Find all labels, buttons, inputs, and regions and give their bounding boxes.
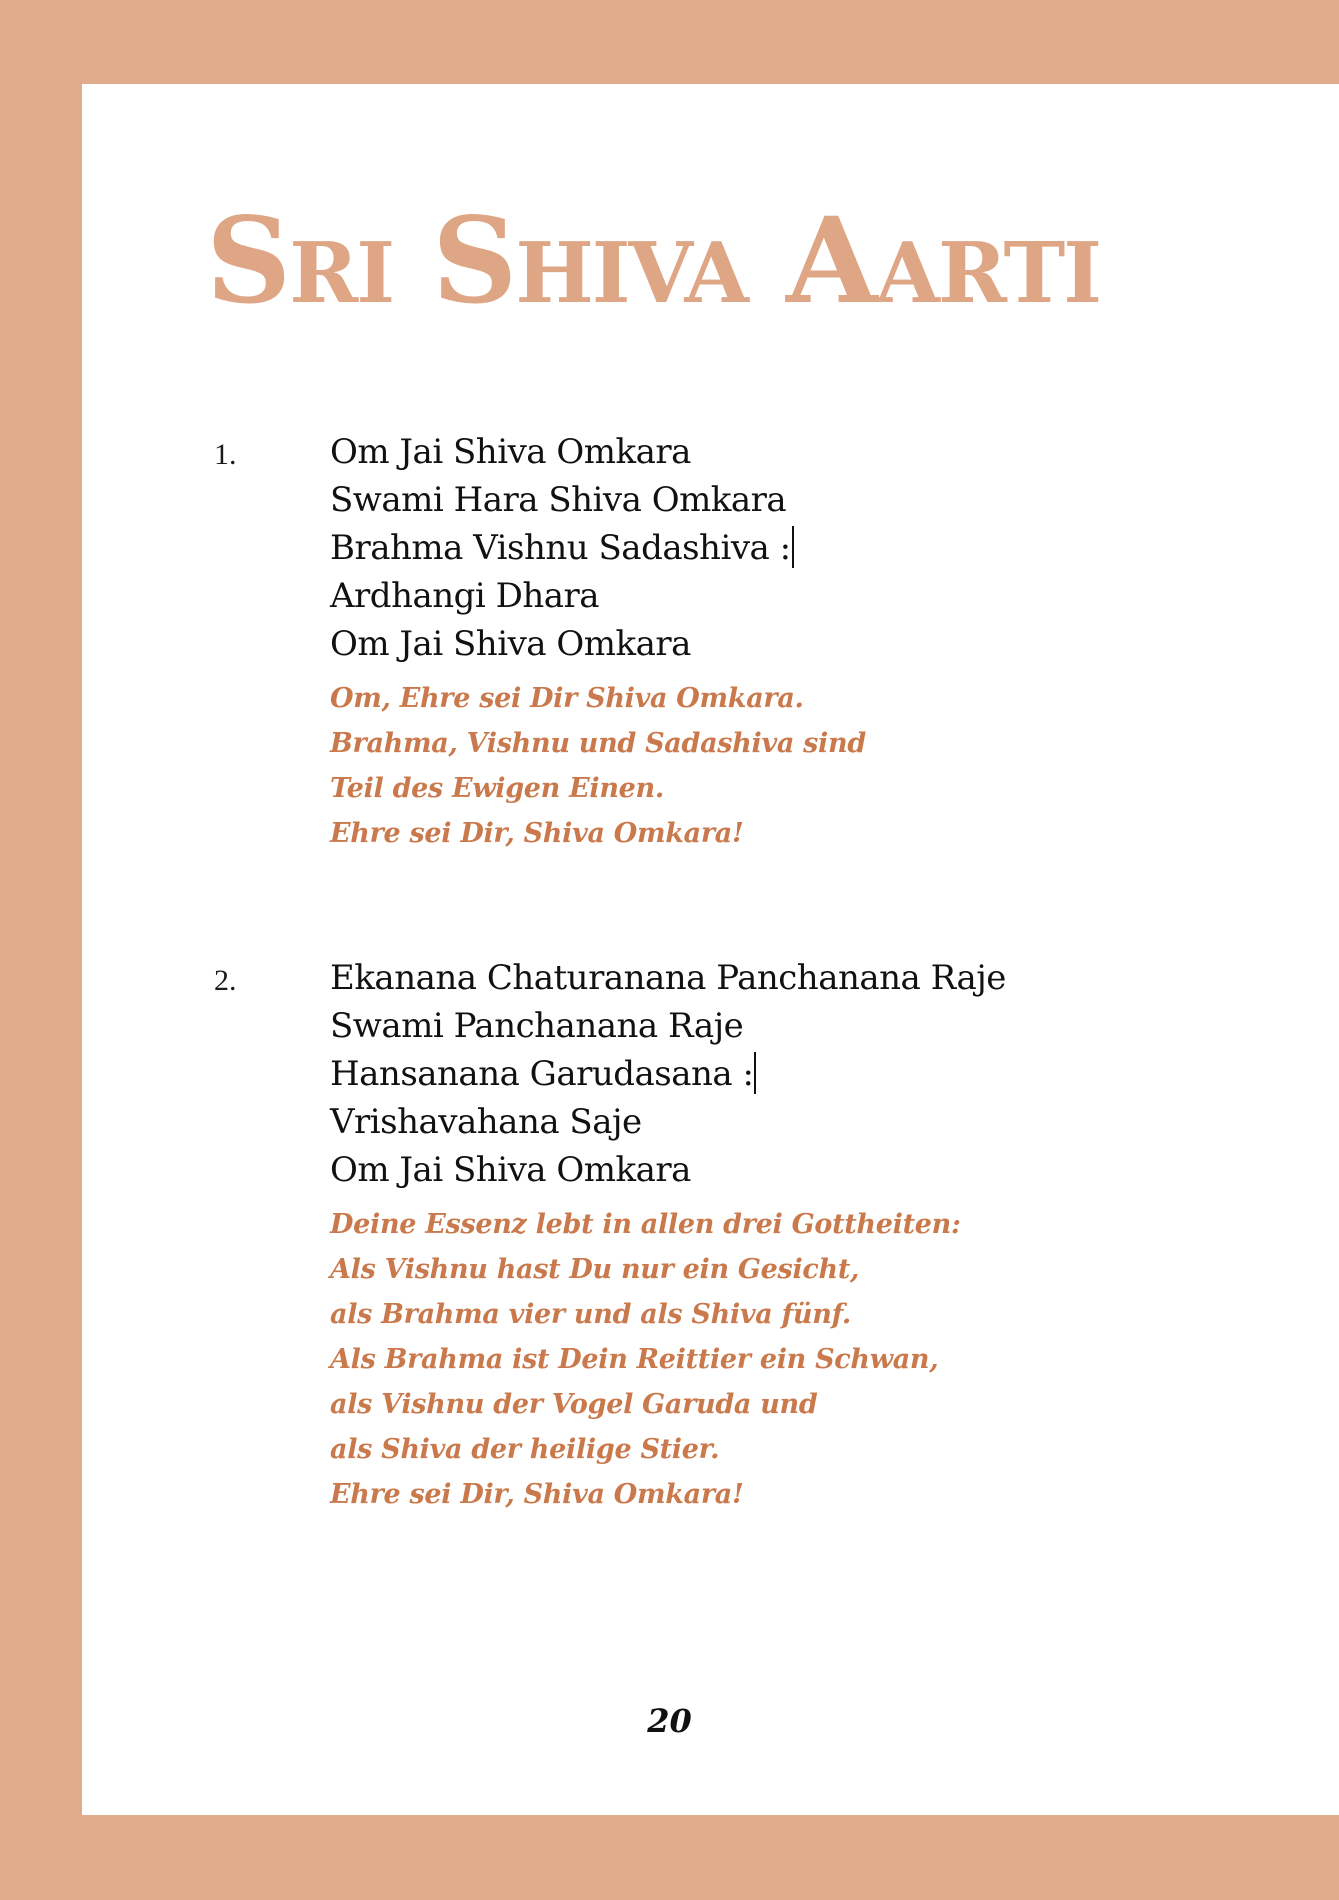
- translation-line: Als Brahma ist Dein Reittier ein Schwan,: [330, 1344, 939, 1375]
- repeat-bar-icon: [792, 526, 794, 568]
- translation-line: Teil des Ewigen Einen.: [330, 773, 664, 804]
- verse-line: Ekanana Chaturanana Panchanana Raje: [330, 958, 1006, 998]
- translation-line: Om, Ehre sei Dir Shiva Omkara.: [330, 683, 804, 714]
- verse-line-repeat: [330, 524, 866, 572]
- translation: [330, 676, 866, 856]
- verse-line: Vrishavahana Saje: [330, 1102, 642, 1142]
- verse-line: Om Jai Shiva Omkara: [330, 624, 691, 664]
- verse-line: Swami Panchanana Raje: [330, 1006, 744, 1046]
- verse-line: Ardhangi Dhara: [330, 576, 600, 616]
- verse-number: 1.: [214, 438, 237, 471]
- verse-line: Om Jai Shiva Omkara: [330, 1150, 691, 1190]
- translation-line: Deine Essenz lebt in allen drei Gottheiten:: [330, 1209, 961, 1240]
- verse-line-text: Brahma Vishnu Sadashiva :: [330, 528, 791, 568]
- verse-line: Swami Hara Shiva Omkara: [330, 480, 787, 520]
- page-sheet: [82, 84, 1339, 1815]
- verse-line-text: Hansanana Garudasana :: [330, 1054, 754, 1094]
- repeat-bar-icon: [754, 1052, 756, 1094]
- verse-line-repeat: [330, 1050, 1006, 1098]
- verse-line: Om Jai Shiva Omkara: [330, 432, 691, 472]
- verse-number: 2.: [214, 964, 237, 997]
- verse-lines: [330, 428, 866, 856]
- translation-line: Brahma, Vishnu und Sadashiva sind: [330, 728, 866, 759]
- verse-lines: [330, 954, 1006, 1517]
- translation-line: als Vishnu der Vogel Garuda und: [330, 1389, 818, 1420]
- translation-line: als Shiva der heilige Stier.: [330, 1434, 720, 1465]
- page-title: Sri Shiva Aarti: [206, 191, 1101, 330]
- translation-line: Als Vishnu hast Du nur ein Gesicht,: [330, 1254, 860, 1285]
- translation-line: als Brahma vier und als Shiva fünf.: [330, 1299, 852, 1330]
- translation: [330, 1202, 1006, 1517]
- page-number: 20: [647, 1702, 692, 1740]
- translation-line: Ehre sei Dir, Shiva Omkara!: [330, 818, 744, 849]
- translation-line: Ehre sei Dir, Shiva Omkara!: [330, 1479, 744, 1510]
